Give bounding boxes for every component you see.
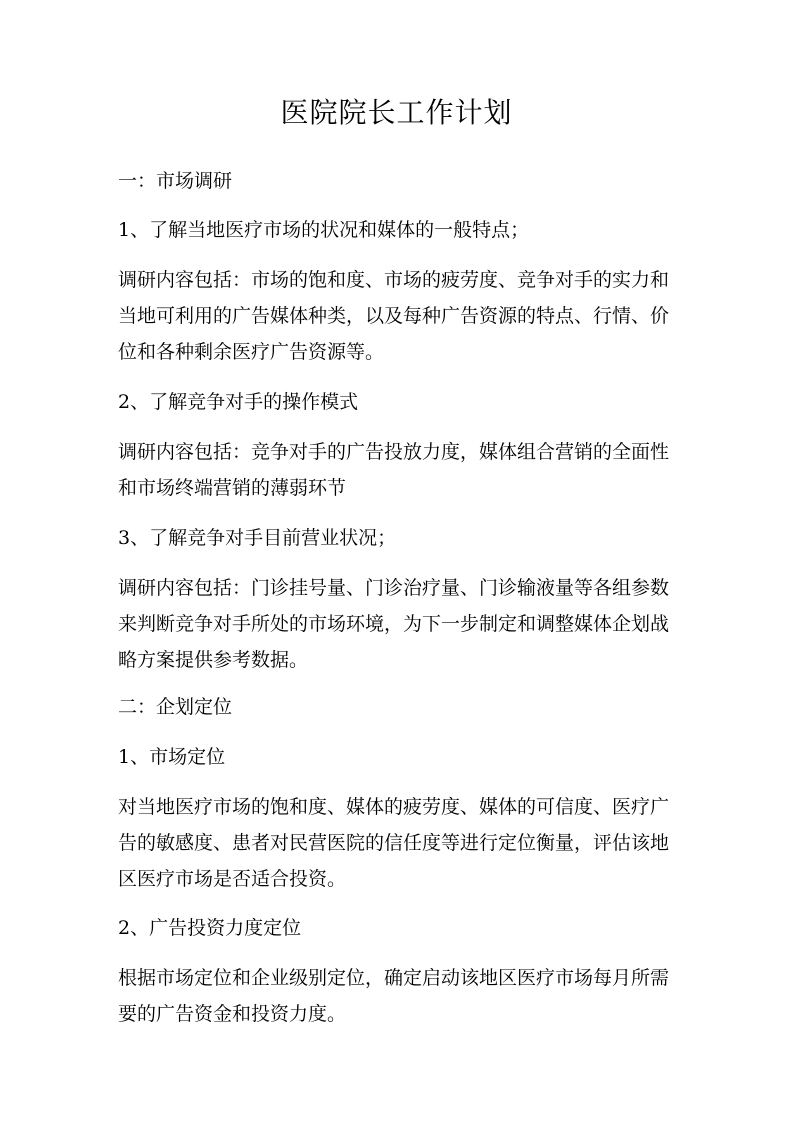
paragraph-market-positioning: 对当地医疗市场的饱和度、媒体的疲劳度、媒体的可信度、医疗广告的敏感度、患者对民营医院的信任度等进行定位衡量，评估该地区医疗市场是否适合投资。 [118, 796, 670, 890]
paragraph-research-content-3: 调研内容包括：门诊挂号量、门诊治疗量、门诊输液量等各组参数来判断竞争对手所处的市场环境，为下一步制定和调整媒体企划战略方案提供参考数据。 [118, 577, 670, 671]
list-item-market-positioning: 1、市场定位 [118, 746, 226, 768]
list-item-ad-investment: 2、广告投资力度定位 [118, 917, 302, 939]
paragraph-research-content-1: 调研内容包括：市场的饱和度、市场的疲劳度、竞争对手的实力和当地可利用的广告媒体种类，以及每种广告资源的特点、行情、价位和各种剩余医疗广告资源等。 [118, 269, 670, 363]
list-item-competitor-status: 3、了解竞争对手目前营业状况； [118, 527, 397, 549]
list-item-local-market: 1、了解当地医疗市场的状况和媒体的一般特点； [118, 219, 530, 241]
paragraph-research-content-2: 调研内容包括：竞争对手的广告投放力度，媒体组合营销的全面性和市场终端营销的薄弱环节 [118, 441, 670, 499]
list-item-competitor-model: 2、了解竞争对手的操作模式 [118, 391, 359, 413]
section-heading-planning-positioning: 二：企划定位 [118, 696, 233, 718]
paragraph-ad-investment: 根据市场定位和企业级别定位，确定启动该地区医疗市场每月所需要的广告资金和投资力度。 [118, 967, 670, 1025]
document-title: 医院院长工作计划 [280, 96, 513, 129]
section-heading-market-research: 一：市场调研 [118, 170, 233, 192]
